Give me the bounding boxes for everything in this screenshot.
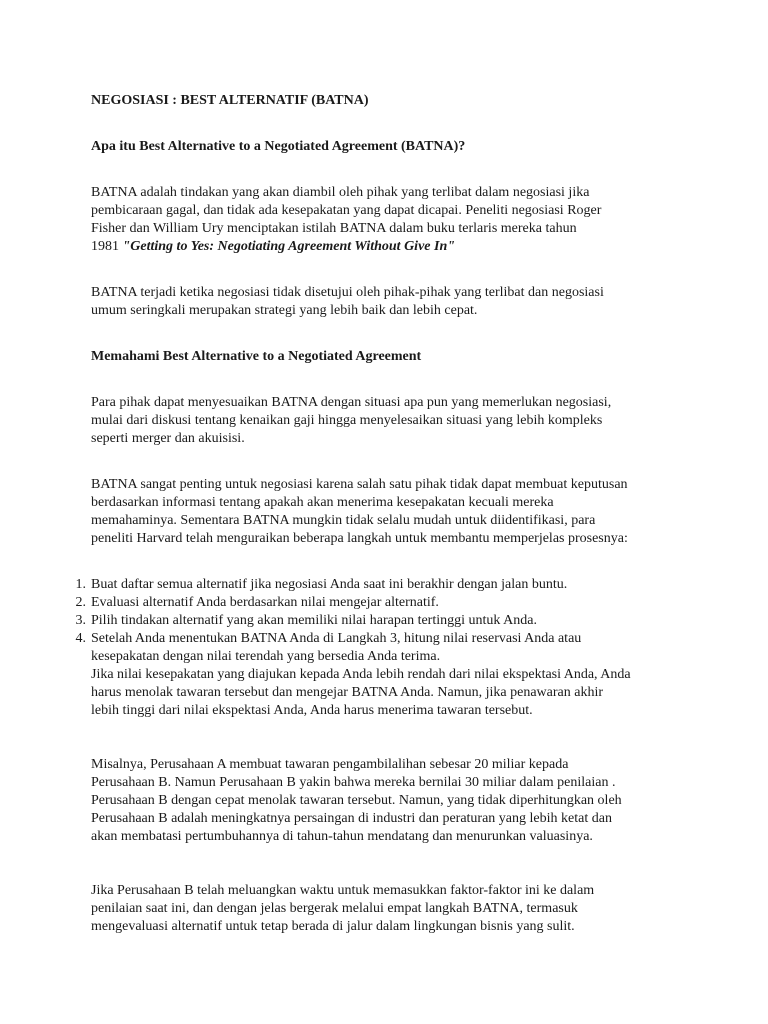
paragraph-line: mengevaluasi alternatif untuk tetap berada di jalur dalam lingkungan bisnis yang sulit. <box>91 919 575 934</box>
list-item <box>75 630 691 720</box>
paragraph-line: akan membatasi pertumbuhannya di tahun-tahun mendatang dan menurunkan valuasinya. <box>91 829 593 844</box>
paragraph-line: peneliti Harvard telah menguraikan beberapa langkah untuk membantu memperjelas prosesnya: <box>91 531 628 546</box>
paragraph-line: Misalnya, Perusahaan A membuat tawaran pengambilalihan sebesar 20 miliar kepada <box>91 757 569 772</box>
book-title: "Getting to Yes: Negotiating Agreement Without Give In" <box>122 239 456 254</box>
paragraph-line: BATNA sangat penting untuk negosiasi karena salah satu pihak tidak dapat membuat keputusan <box>91 477 628 492</box>
paragraph-line: mulai dari diskusi tentang kenaikan gaji hingga menyelesaikan situasi yang lebih kompleks <box>91 413 603 428</box>
paragraph-line: Para pihak dapat menyesuaikan BATNA dengan situasi apa pun yang memerlukan negosiasi, <box>91 395 612 410</box>
list-item-text: Pilih tindakan alternatif yang akan memiliki nilai harapan tertinggi untuk Anda. <box>91 613 537 628</box>
list-item-text: lebih tinggi dari nilai ekspektasi Anda, Anda harus menerima tawaran tersebut. <box>91 703 533 718</box>
list-item-text: kesepakatan dengan nilai terendah yang bersedia Anda terima. <box>91 649 441 664</box>
paragraph-line: Perusahaan B. Namun Perusahaan B yakin bahwa mereka bernilai 30 miliar dalam penilaian . <box>91 775 616 790</box>
list-number: 3. <box>75 613 86 628</box>
list-item-text: Evaluasi alternatif Anda berdasarkan nilai mengejar alternatif. <box>91 595 439 610</box>
list-item-text: Buat daftar semua alternatif jika negosiasi Anda saat ini berakhir dengan jalan buntu. <box>91 577 568 592</box>
list-number: 4. <box>75 631 86 646</box>
paragraph-line: Perusahaan B dengan cepat menolak tawaran tersebut. Namun, yang tidak diperhitungkan oleh <box>91 793 622 808</box>
list-item-text: Jika nilai kesepakatan yang diajukan kepada Anda lebih rendah dari nilai ekspektasi Anda, Anda <box>91 667 631 682</box>
paragraph-line: Jika Perusahaan B telah meluangkan waktu untuk memasukkan faktor-faktor ini ke dalam <box>91 883 595 898</box>
paragraph-importance <box>91 476 691 548</box>
paragraph-line: berdasarkan informasi tentang apakah akan menerima kesepakatan kecuali mereka <box>91 495 554 510</box>
paragraph-adjust <box>91 394 691 448</box>
paragraph-line: penilaian saat ini, dan dengan jelas bergerak melalui empat langkah BATNA, termasuk <box>91 901 578 916</box>
paragraph-line: BATNA terjadi ketika negosiasi tidak disetujui oleh pihak-pihak yang terlibat dan negosiasi <box>91 285 604 300</box>
document-page <box>75 92 691 936</box>
list-item-text: Setelah Anda menentukan BATNA Anda di Langkah 3, hitung nilai reservasi Anda atau <box>91 631 582 646</box>
paragraph-when-batna <box>91 284 691 320</box>
document-title: NEGOSIASI : BEST ALTERNATIF (BATNA) <box>91 93 369 108</box>
list-item <box>75 594 691 612</box>
paragraph-line: memahaminya. Sementara BATNA mungkin tidak selalu mudah untuk diidentifikasi, para <box>91 513 596 528</box>
paragraph-line: umum seringkali merupakan strategi yang lebih baik dan lebih cepat. <box>91 303 478 318</box>
paragraph-line: pembicaraan gagal, dan tidak ada kesepakatan yang dapat dicapai. Peneliti negosiasi Roger <box>91 203 602 218</box>
list-number: 1. <box>75 577 86 592</box>
book-year: 1981 <box>91 239 123 254</box>
section-heading-what-is-batna: Apa itu Best Alternative to a Negotiated Agreement (BATNA)? <box>91 139 466 154</box>
paragraph-line: Fisher dan William Ury menciptakan istilah BATNA dalam buku terlaris mereka tahun <box>91 221 577 236</box>
paragraph-line: seperti merger dan akuisisi. <box>91 431 245 446</box>
list-item <box>75 576 691 594</box>
steps-list <box>75 576 691 720</box>
list-item <box>75 612 691 630</box>
paragraph-line: Perusahaan B adalah meningkatnya persaingan di industri dan peraturan yang lebih ketat dan <box>91 811 612 826</box>
section-heading-understanding: Memahami Best Alternative to a Negotiated Agreement <box>91 349 422 364</box>
list-item-text: harus menolak tawaran tersebut dan mengejar BATNA Anda. Namun, jika penawaran akhir <box>91 685 603 700</box>
paragraph-example <box>91 756 691 846</box>
paragraph-conclusion <box>91 882 691 936</box>
paragraph-definition <box>91 184 691 256</box>
paragraph-line: BATNA adalah tindakan yang akan diambil oleh pihak yang terlibat dalam negosiasi jika <box>91 185 590 200</box>
list-number: 2. <box>75 595 86 610</box>
